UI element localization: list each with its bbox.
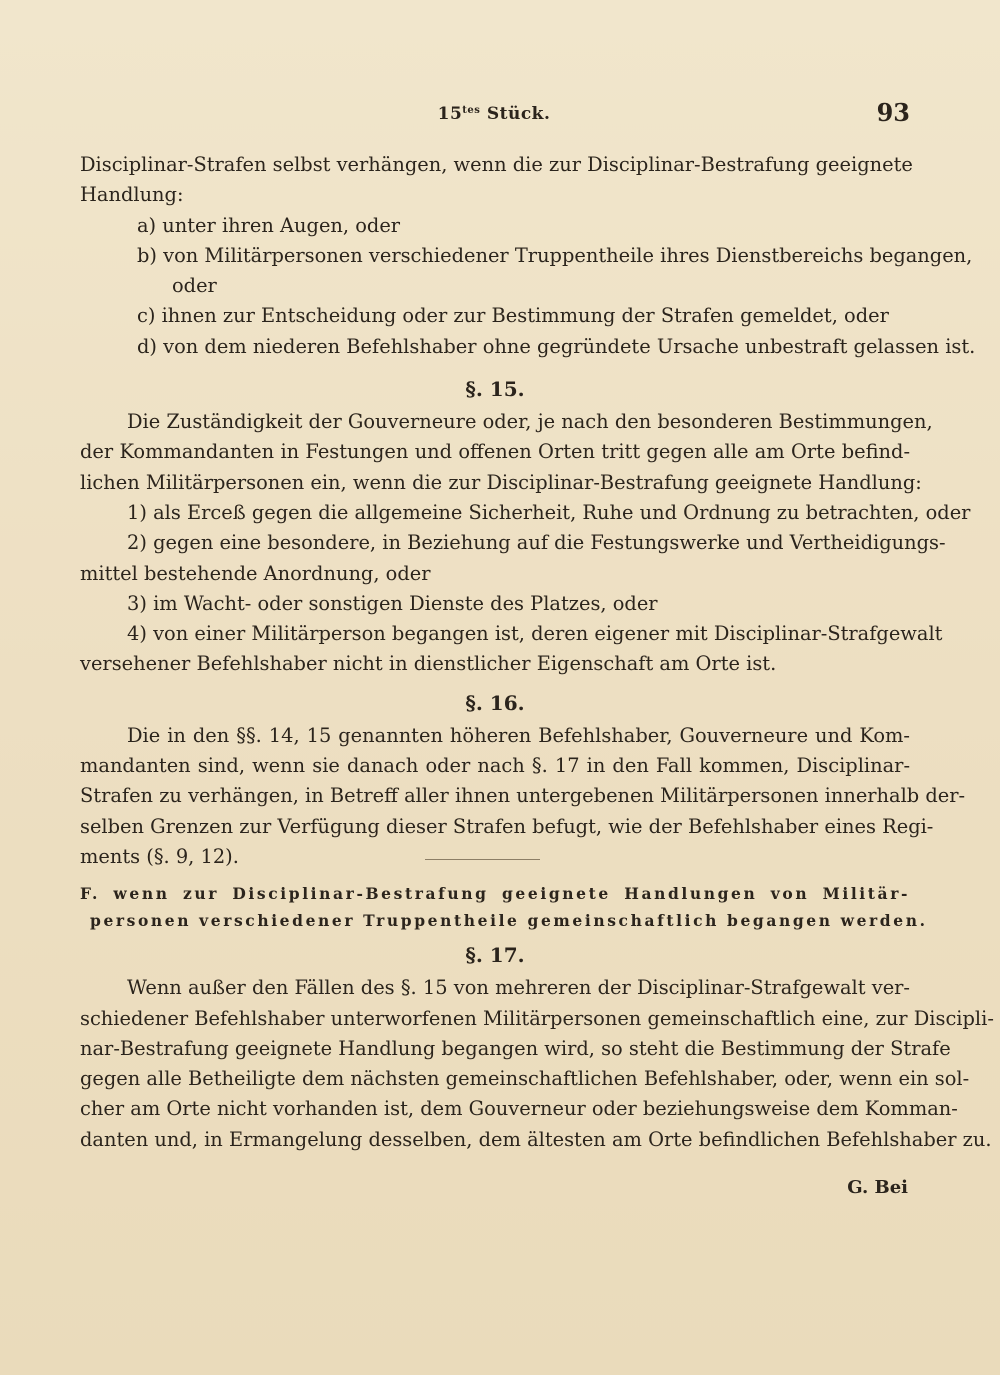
list-item: d) von dem niederen Befehlshaber ohne gegründete Ursache unbestraft gelassen ist. bbox=[137, 334, 976, 358]
list-item-continuation: versehener Befehlshaber nicht in dienstlicher Eigenschaft am Orte ist. bbox=[80, 652, 777, 676]
text-line: der Kommandanten in Festungen und offenen Orten tritt gegen alle am Orte befind- bbox=[80, 440, 910, 464]
section-title: §. 17. bbox=[465, 943, 525, 968]
page-body bbox=[80, 150, 994, 1155]
subheading-line: personen verschiedener Truppentheile gemeinschaftlich begangen werden. bbox=[90, 911, 928, 931]
page-number: 93 bbox=[876, 98, 910, 127]
list-item: 4) von einer Militärperson begangen ist, deren eigener mit Disciplinar-Strafgewalt bbox=[127, 622, 943, 646]
page-header bbox=[78, 98, 910, 132]
subheading-line: F. wenn zur Disciplinar-Bestrafung geeignete Handlungen von Militär- bbox=[80, 884, 910, 904]
running-title bbox=[78, 104, 910, 124]
text-line: Disciplinar-Strafen selbst verhängen, wenn die zur Disciplinar-Bestrafung geeignete bbox=[80, 153, 913, 176]
text-line: Strafen zu verhängen, in Betreff aller ihnen untergebenen Militärpersonen innerhalb der- bbox=[80, 784, 966, 808]
list-item: 3) im Wacht- oder sonstigen Dienste des Platzes, oder bbox=[127, 591, 658, 615]
running-title-word: Stück. bbox=[486, 104, 551, 124]
list-item: a) unter ihren Augen, oder bbox=[137, 213, 401, 237]
text-line: ments (§. 9, 12). bbox=[80, 844, 239, 868]
text-line: nar-Bestrafung geeignete Handlung begangen wird, so steht die Bestimmung der Strafe bbox=[80, 1036, 951, 1060]
spacer bbox=[80, 872, 910, 880]
list-item-continuation: mittel bestehende Anordnung, oder bbox=[80, 561, 431, 585]
section-title: §. 16. bbox=[465, 690, 525, 715]
running-title-number: 15 bbox=[437, 104, 463, 124]
list-item: 1) als Erceß gegen die allgemeine Sicherheit, Ruhe und Ordnung zu betrachten, oder bbox=[127, 500, 971, 524]
list-item-continuation: oder bbox=[172, 274, 217, 298]
text-line: lichen Militärpersonen ein, wenn die zur Disciplinar-Bestrafung geeignete Handlung: bbox=[80, 470, 922, 494]
text-line: danten und, in Ermangelung desselben, dem ältesten am Orte befindlichen Befehlshaber zu. bbox=[80, 1127, 992, 1151]
rule-line bbox=[425, 859, 540, 860]
text-line: cher am Orte nicht vorhanden ist, dem Gouverneur oder beziehungsweise dem Komman- bbox=[80, 1097, 958, 1121]
text-line: Handlung: bbox=[80, 183, 184, 207]
text-line: gegen alle Betheiligte dem nächsten gemeinschaftlichen Befehlshaber, oder, wenn ein sol- bbox=[80, 1067, 970, 1091]
catchword: G. Bei bbox=[847, 1177, 908, 1198]
text-line: schiedener Befehlshaber unterworfenen Militärpersonen gemeinschaftlich eine, zur Discipli- bbox=[80, 1006, 994, 1030]
list-item: c) ihnen zur Entscheidung oder zur Bestimmung der Strafen gemeldet, oder bbox=[137, 304, 889, 328]
list-item: 2) gegen eine besondere, in Beziehung auf die Festungswerke und Vertheidigungs- bbox=[127, 531, 946, 555]
text-line: Wenn außer den Fällen des §. 15 von mehreren der Disciplinar-Strafgewalt ver- bbox=[127, 976, 910, 1000]
running-title-suffix: tes bbox=[462, 105, 481, 116]
text-line: mandanten sind, wenn sie danach oder nach §. 17 in den Fall kommen, Disciplinar- bbox=[80, 754, 910, 778]
text-line: Die in den §§. 14, 15 genannten höheren Befehlshaber, Gouverneure und Kom- bbox=[127, 723, 910, 747]
text-line: selben Grenzen zur Verfügung dieser Strafen befugt, wie der Befehlshaber eines Regi- bbox=[80, 814, 934, 838]
text-line: Die Zuständigkeit der Gouverneure oder, je nach den besonderen Bestimmungen, bbox=[127, 410, 933, 434]
section-title: §. 15. bbox=[465, 377, 525, 402]
list-item: b) von Militärpersonen verschiedener Truppentheile ihres Dienstbereichs begangen, bbox=[137, 243, 973, 267]
